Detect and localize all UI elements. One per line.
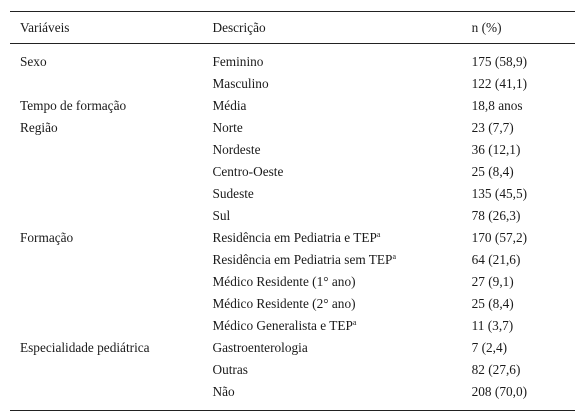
- description-text: Norte: [212, 120, 243, 135]
- description-text: Outras: [212, 362, 248, 377]
- cell-n-percent: 25 (8,4): [471, 296, 514, 311]
- table-row: [10, 249, 575, 271]
- description-text: Sudeste: [212, 186, 254, 201]
- cell-description: [202, 73, 461, 95]
- cell-n-percent: 208 (70,0): [471, 384, 528, 399]
- data-table-container: [10, 11, 575, 411]
- cell-description: [202, 44, 461, 74]
- cell-description: [202, 205, 461, 227]
- table-row: [10, 95, 575, 117]
- table-row: [10, 271, 575, 293]
- cell-n-percent: 25 (8,4): [471, 164, 514, 179]
- cell-variable: [10, 73, 202, 95]
- cell-description: [202, 227, 461, 249]
- cell-description: [202, 161, 461, 183]
- cell-n-percent: 82 (27,6): [471, 362, 521, 377]
- cell-n-percent: 135 (45,5): [471, 186, 528, 201]
- footnote-marker: a: [352, 318, 357, 327]
- header-variables: Variáveis: [20, 19, 70, 35]
- table-row: [10, 44, 575, 74]
- header-n-percent: n (%): [471, 19, 502, 35]
- description-text: Residência em Pediatria e TEP: [212, 230, 377, 245]
- cell-variable: [10, 205, 202, 227]
- cell-n-percent: 36 (12,1): [471, 142, 521, 157]
- cell-variable: [10, 359, 202, 381]
- cell-description: [202, 117, 461, 139]
- description-text: Gastroenterologia: [212, 340, 308, 355]
- cell-n-percent: 18,8 anos: [471, 98, 523, 113]
- cell-n-percent: 170 (57,2): [471, 230, 528, 245]
- table-row: [10, 73, 575, 95]
- table-row: [10, 359, 575, 381]
- description-text: Média: [212, 98, 247, 113]
- table-row: [10, 337, 575, 359]
- cell-n-percent: 11 (3,7): [471, 318, 514, 333]
- description-text: Sul: [212, 208, 231, 223]
- header-row: [10, 12, 575, 44]
- description-text: Nordeste: [212, 142, 261, 157]
- description-text: Residência em Pediatria sem TEP: [212, 252, 393, 267]
- data-table: [10, 11, 575, 411]
- table-row: [10, 381, 575, 411]
- cell-variable: [10, 315, 202, 337]
- cell-variable: [10, 271, 202, 293]
- description-text: Feminino: [212, 54, 264, 69]
- table-row: [10, 161, 575, 183]
- cell-n-percent: 122 (41,1): [471, 76, 528, 91]
- cell-n-percent: 7 (2,4): [471, 340, 508, 355]
- cell-variable: [10, 381, 202, 411]
- cell-description: [202, 381, 461, 411]
- cell-variable: Região: [20, 120, 58, 135]
- cell-n-percent: 78 (26,3): [471, 208, 521, 223]
- cell-variable: Sexo: [20, 54, 47, 69]
- header-description: Descrição: [212, 19, 266, 35]
- description-text: Masculino: [212, 76, 269, 91]
- table-row: [10, 293, 575, 315]
- cell-variable: [10, 249, 202, 271]
- table-row: [10, 139, 575, 161]
- table-row: [10, 183, 575, 205]
- cell-description: [202, 293, 461, 315]
- cell-description: [202, 271, 461, 293]
- table-header: [10, 12, 575, 44]
- cell-n-percent: 23 (7,7): [471, 120, 514, 135]
- cell-description: [202, 359, 461, 381]
- cell-description: [202, 95, 461, 117]
- table-row: [10, 117, 575, 139]
- cell-variable: [10, 293, 202, 315]
- cell-n-percent: 64 (21,6): [471, 252, 521, 267]
- cell-variable: Formação: [20, 230, 74, 245]
- table-row: [10, 315, 575, 337]
- cell-description: [202, 183, 461, 205]
- table-body: [10, 44, 575, 411]
- footnote-marker: a: [392, 252, 396, 261]
- cell-variable: [10, 161, 202, 183]
- description-text: Médico Residente (2° ano): [212, 296, 356, 311]
- cell-variable: [10, 139, 202, 161]
- description-text: Não: [212, 384, 235, 399]
- cell-variable: Tempo de formação: [20, 98, 127, 113]
- cell-variable: [10, 183, 202, 205]
- cell-description: [202, 249, 461, 271]
- footnote-marker: a: [376, 230, 381, 239]
- description-text: Centro-Oeste: [212, 164, 284, 179]
- table-row: [10, 205, 575, 227]
- cell-description: [202, 315, 461, 337]
- cell-description: [202, 337, 461, 359]
- description-text: Médico Residente (1° ano): [212, 274, 356, 289]
- cell-n-percent: 27 (9,1): [471, 274, 514, 289]
- description-text: Médico Generalista e TEP: [212, 318, 353, 333]
- cell-description: [202, 139, 461, 161]
- cell-n-percent: 175 (58,9): [471, 54, 528, 69]
- table-row: [10, 227, 575, 249]
- cell-variable: Especialidade pediátrica: [20, 340, 150, 355]
